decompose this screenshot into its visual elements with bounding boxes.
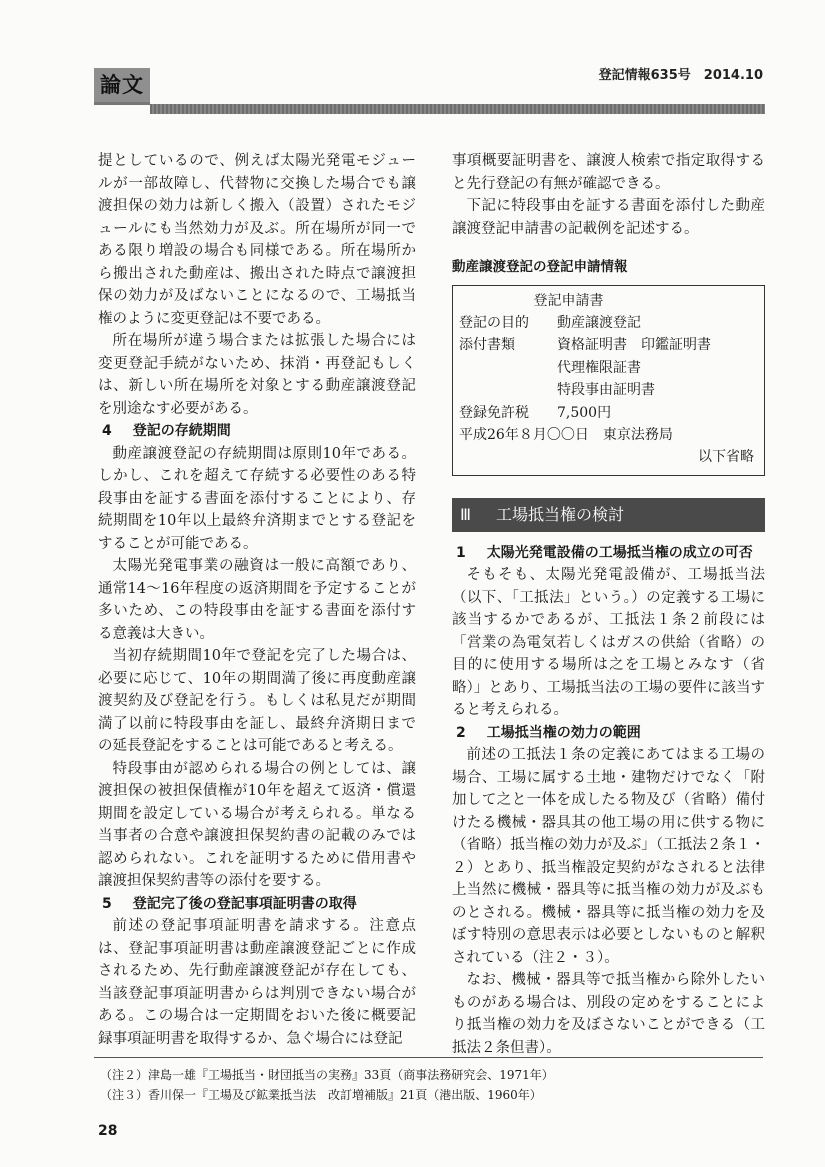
form-value: 特段事由証明書 — [557, 382, 655, 399]
subheading-title: 登記の存続期間 — [132, 423, 231, 439]
form-date-line: 平成26年８月〇〇日 東京法務局 — [459, 426, 673, 443]
subheading-title: 登記完了後の登記事項証明書の取得 — [132, 895, 357, 912]
form-label: 登録免許税 — [459, 404, 529, 421]
paragraph: 特段事由が認められる場合の例としては、譲渡担保の被担保債権が10年を超えて返済・償還期間を設定している場合が考えられる。単なる当事者の合意や譲渡担保契約書の記載のみでは認められない。これを証明するために借用書や譲渡担保契約書等の添付を要する。 — [98, 760, 416, 889]
footnote: （注２）津島一雄『工場抵当・財団抵当の実務』33頁（商事法務研究会、1971年） — [100, 1068, 554, 1082]
header-rule-left — [94, 102, 150, 105]
form-value: 代理権限証書 — [557, 359, 641, 376]
subheading-title: 太陽光発電設備の工場抵当権の成立の可否 — [486, 544, 753, 561]
footnotes — [100, 1065, 554, 1105]
application-form-box — [452, 285, 765, 476]
paragraph: 前述の登記事項証明書を請求する。注意点は、登記事項証明書は動産譲渡登記ごとに作成されるため、先行動産譲渡登記が存在しても、当該登記事項証明書からは判別できない場合がある。この場合は一定期間をおいた後に概要記録事項証明書を取得するか、急ぐ場合には登記 — [98, 918, 416, 1047]
left-column — [98, 150, 416, 1050]
form-value: 7,500円 — [557, 404, 612, 421]
paragraph: 太陽光発電事業の融資は一般に高額であり、通常14〜16年程度の返済期間を予定することが多いため、この特段事由を証する書面を添付する意義は大きい。 — [98, 558, 416, 642]
form-omitted-note: 以下省略 — [698, 449, 754, 466]
paragraph: 当初存続期間10年で登記を完了した場合は、必要に応じて、10年の期間満了後に再度動産譲渡契約及び登記を行う。もしくは私見だが期間満了以前に特段事由を証し、最終弁済期日までの延長登記をすることは可能であると考える。 — [98, 648, 416, 754]
paragraph: 提としているので、例えば太陽光発電モジュールが一部故障し、代替物に交換した場合でも譲渡担保の効力は新しく搬入（設置）されたモジュールにも当然効力が及ぶ。所在場所が同一である限り増設の場合も同様である。所在場所から搬出された動産は、搬出された時点で譲渡担保の効力が及ばないことになるので、工場抵当権のように変更登記は不要である。 — [98, 153, 416, 327]
subheading-5 — [98, 893, 416, 916]
section-title: 工場抵当権の検討 — [496, 504, 625, 524]
form-example-title: 動産譲渡登記の登記申請情報 — [452, 259, 628, 275]
section-heading-3 — [452, 498, 765, 532]
paragraph: 動産譲渡登記の存続期間は原則10年である。しかし、これを超えて存続する必要性のある特段事由を証する書面を添付することにより、存続期間を10年以上最終弁済期までとする登記をすることが可能である。 — [98, 445, 416, 552]
paragraph: 所在場所が違う場合または拡張した場合には変更登記手続がないため、抹消・再登記もしくは、新しい所在場所を対象とする動産譲渡登記を別途なす必要がある。 — [98, 333, 416, 417]
form-row-attachments-3 — [459, 379, 758, 401]
form-value: 資格証明書 印鑑証明書 — [557, 337, 711, 354]
subheading-4 — [98, 420, 416, 443]
form-row-attachments — [459, 334, 758, 356]
paragraph: そもそも、太陽光発電設備が、工場抵当法（以下、「工抵法」という。）の定義する工場に該当するかであるが、工抵法１条２前段には「営業の為電気若しくはガスの供給（省略）の目的に使用する場所は之を工場とみなす（省略）」とあり、工場抵当法の工場の要件に該当すると考えられる。 — [452, 567, 765, 719]
footnote-rule — [94, 1057, 763, 1058]
paragraph: 下記に特段事由を証する書面を添付した動産譲渡登記申請書の記載例を記述する。 — [452, 198, 765, 237]
form-value: 動産譲渡登記 — [557, 314, 641, 331]
subheading-1 — [452, 542, 765, 565]
subheading-number: 1 — [456, 544, 466, 561]
subheading-number: 2 — [456, 724, 466, 741]
form-heading: 登記申請書 — [533, 292, 604, 309]
page-header — [0, 0, 825, 120]
page-number: 28 — [98, 1123, 118, 1139]
form-row-purpose — [459, 312, 758, 334]
form-label: 添付書類 — [459, 337, 515, 354]
subheading-number: 4 — [102, 423, 112, 439]
paragraph: 前述の工抵法１条の定義にあてはまる工場の場合、工場に属する土地・建物だけでなく「附加して之と一体を成したる物及び（省略）備付けたる機械・器具其の他工場の用に供する物に（省略）抵当権の効力が及ぶ」（工抵法２条１・２）とあり、抵当権設定契約がなされると法律上当然に機械・器具等に抵当権の効力が及ぶものとされる。機械・器具等に抵当権の効力を及ぼす特別の意思表示は必要としないものと解釈されている（注２・３）。 — [452, 747, 765, 966]
paragraph: なお、機械・器具等で抵当権から除外したいものがある場合は、別段の定めをすることにより抵当権の効力を及ぼさないことができる（工抵法２条但書）。 — [452, 972, 765, 1056]
issue-info: 登記情報635号 2014.10 — [598, 68, 763, 83]
form-row-attachments-2 — [459, 357, 758, 379]
header-rule — [150, 104, 765, 114]
footnote: （注３）香川保一『工場及び鉱業抵当法 改訂増補版』21頁（港出版、1960年） — [100, 1088, 542, 1102]
right-column — [452, 150, 765, 1059]
subheading-number: 5 — [102, 895, 112, 912]
article-type-tag: 論文 — [94, 68, 150, 102]
form-label: 登記の目的 — [459, 314, 529, 331]
paragraph: 事項概要証明書を、譲渡人検索で指定取得すると先行登記の有無が確認できる。 — [452, 153, 765, 192]
subheading-2 — [452, 722, 765, 745]
form-row-tax — [459, 402, 758, 424]
section-number: Ⅲ — [460, 504, 472, 524]
subheading-title: 工場抵当権の効力の範囲 — [486, 724, 641, 741]
